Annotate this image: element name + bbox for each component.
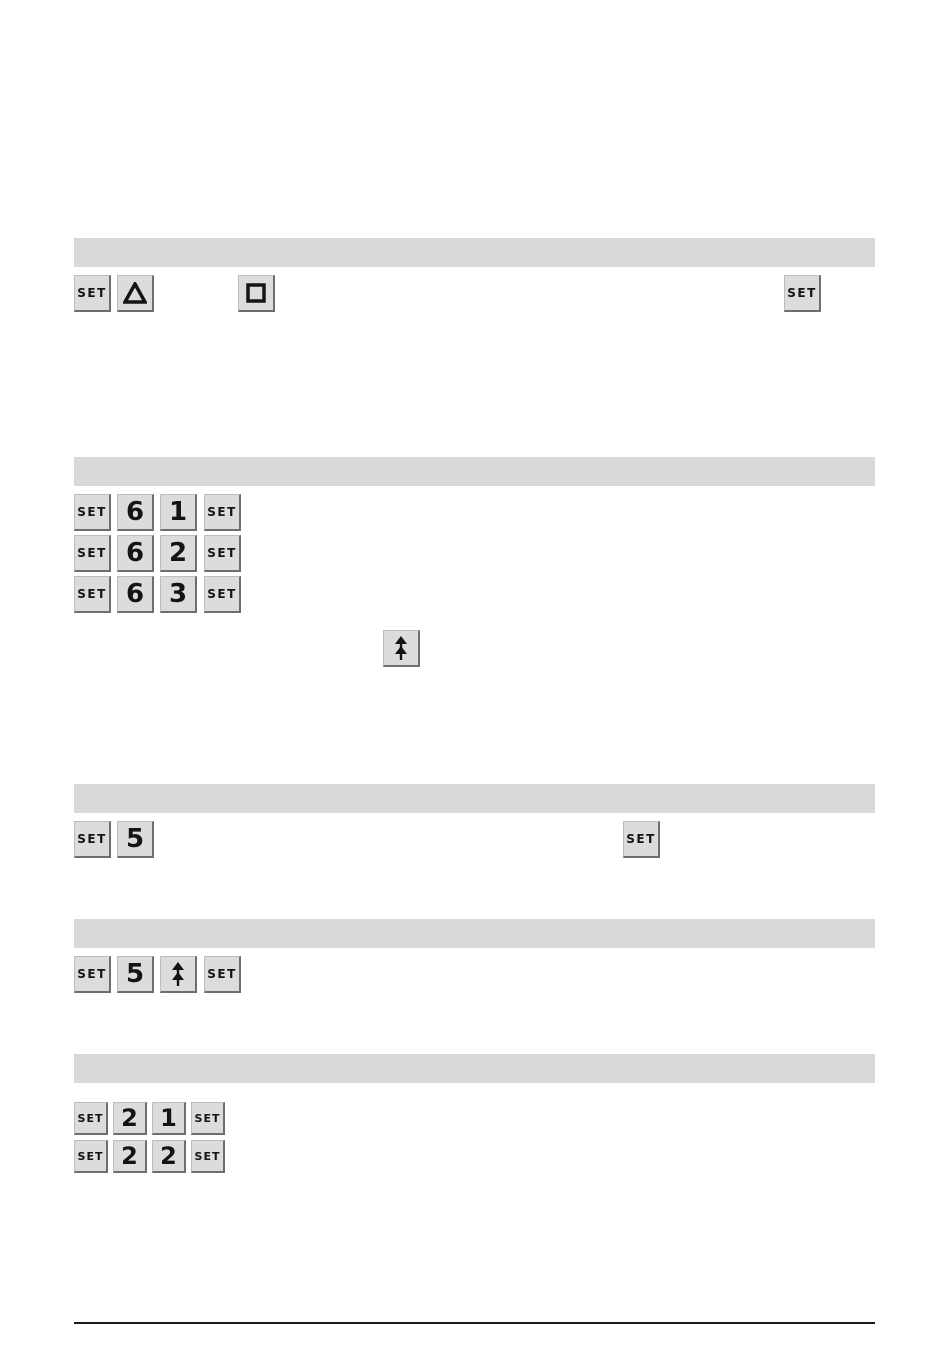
set-key-label: SET bbox=[787, 286, 817, 300]
digit-label: 1 bbox=[168, 497, 188, 527]
set-key-label: SET bbox=[77, 1111, 104, 1125]
double-up-arrow-icon bbox=[391, 634, 411, 662]
set-key-label: SET bbox=[207, 587, 237, 601]
digit-label: 5 bbox=[125, 824, 145, 854]
set-key-label: SET bbox=[207, 967, 237, 981]
set-key bbox=[204, 494, 241, 531]
set-key bbox=[74, 275, 111, 312]
set-key bbox=[74, 821, 111, 858]
set-key bbox=[204, 535, 241, 572]
digit-5-key bbox=[117, 956, 154, 993]
digit-label: 3 bbox=[168, 579, 188, 609]
set-key bbox=[74, 1102, 108, 1135]
digit-1-key bbox=[152, 1102, 186, 1135]
digit-2-key bbox=[160, 535, 197, 572]
digit-3-key bbox=[160, 576, 197, 613]
set-key-label: SET bbox=[194, 1149, 221, 1163]
digit-label: 1 bbox=[160, 1104, 177, 1132]
set-key-label: SET bbox=[207, 505, 237, 519]
digit-label: 5 bbox=[125, 959, 145, 989]
set-key bbox=[784, 275, 821, 312]
digit-label: 6 bbox=[125, 579, 145, 609]
set-key bbox=[204, 576, 241, 613]
digit-6-key bbox=[117, 535, 154, 572]
set-key bbox=[623, 821, 660, 858]
digit-label: 2 bbox=[121, 1104, 138, 1132]
set-key-label: SET bbox=[77, 505, 107, 519]
set-key-label: SET bbox=[194, 1111, 221, 1125]
digit-6-key bbox=[117, 494, 154, 531]
digit-label: 6 bbox=[125, 538, 145, 568]
section-header-band-3 bbox=[74, 784, 875, 813]
digit-1-key bbox=[160, 494, 197, 531]
digit-2-key bbox=[152, 1140, 186, 1173]
double-up-arrow-icon bbox=[168, 960, 188, 988]
square-icon bbox=[245, 282, 267, 304]
section-header-band-5 bbox=[74, 1054, 875, 1083]
set-key bbox=[74, 956, 111, 993]
digit-label: 6 bbox=[125, 497, 145, 527]
triangle-icon bbox=[123, 282, 147, 304]
square-key bbox=[238, 275, 275, 312]
set-key bbox=[74, 535, 111, 572]
section-header-band-2 bbox=[74, 457, 875, 486]
digit-label: 2 bbox=[168, 538, 188, 568]
section-header-band-1 bbox=[74, 238, 875, 267]
digit-5-key bbox=[117, 821, 154, 858]
double-up-arrow-key bbox=[160, 956, 197, 993]
set-key-label: SET bbox=[77, 286, 107, 300]
set-key bbox=[204, 956, 241, 993]
set-key bbox=[191, 1140, 225, 1173]
set-key-label: SET bbox=[77, 587, 107, 601]
set-key bbox=[74, 494, 111, 531]
set-key bbox=[74, 576, 111, 613]
set-key bbox=[74, 1140, 108, 1173]
digit-6-key bbox=[117, 576, 154, 613]
double-up-arrow-key bbox=[383, 630, 420, 667]
digit-2-key bbox=[113, 1102, 147, 1135]
section-header-band-4 bbox=[74, 919, 875, 948]
set-key-label: SET bbox=[207, 546, 237, 560]
footer-rule bbox=[74, 1322, 875, 1324]
triangle-key bbox=[117, 275, 154, 312]
digit-label: 2 bbox=[160, 1142, 177, 1170]
digit-label: 2 bbox=[121, 1142, 138, 1170]
set-key-label: SET bbox=[626, 832, 656, 846]
set-key-label: SET bbox=[77, 546, 107, 560]
set-key-label: SET bbox=[77, 967, 107, 981]
digit-2-key bbox=[113, 1140, 147, 1173]
set-key-label: SET bbox=[77, 832, 107, 846]
set-key bbox=[191, 1102, 225, 1135]
set-key-label: SET bbox=[77, 1149, 104, 1163]
